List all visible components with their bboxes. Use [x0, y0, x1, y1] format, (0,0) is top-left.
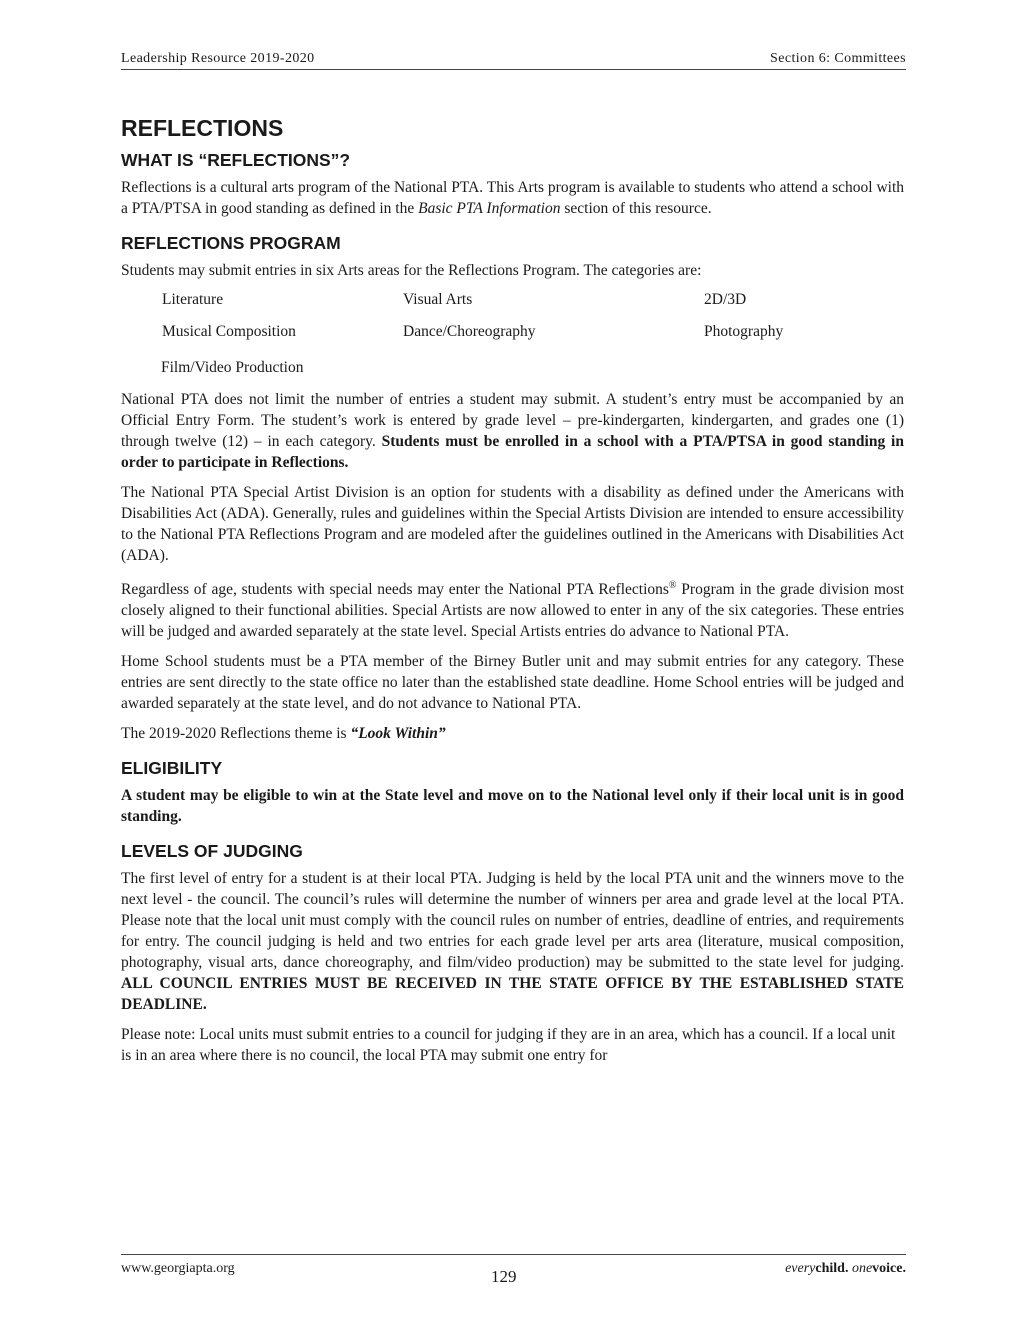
header-left-text: Leadership Resource 2019-2020 [121, 51, 315, 66]
text: National PTA does not limit the number of entries a student may submit. A student’s entry must be accompanied by an Official Entry Form. The student’s work is entered by grade level – pre-kindergarten, kindergarten, and grades one (1) through twelve (12) – in each category. [121, 391, 904, 450]
text: The first level of entry for a student is at their local PTA. Judging is held by the local PTA unit and the winners move to the next level - the council. The council’s rules will determine the number of winners per area and grade level at the local PTA. Please note that the local unit must comply with the council rules on number of entries, deadline of entries, and requirements for entry. The council judging is held and two entries for each grade level per arts area (literature, musical composition, photography, visual arts, dance choreography, and film/video production) may be submitted to the state level for judging. [121, 870, 904, 972]
category-item: Photography [704, 323, 784, 340]
category-item: Dance/Choreography [403, 323, 536, 340]
category-item: Literature [162, 291, 224, 308]
tagline-child: child. [815, 1261, 849, 1276]
text: section of this resource. [560, 200, 712, 217]
category-item: Film/Video Production [161, 359, 304, 376]
paragraph-eligibility: A student may be eligible to win at the State level and move on to the National level only if their local unit is in good standing. [121, 787, 904, 826]
text: Program in the grade division most closely aligned to their functional abilities. Special Artists are now allowed to enter in any of the six categories. These entries will be judged and awarded separately at the state level. Special Artists entries do advance to National PTA. [121, 581, 905, 641]
paragraph-note: Please note: Local units must submit entries to a council for judging if they are in an area, which has a council. If a local unit is in an area where there is no council, the local PTA may submit one entry for [121, 1026, 896, 1065]
category-item: Musical Composition [162, 323, 296, 340]
text-bold: ALL COUNCIL ENTRIES MUST BE RECEIVED IN THE STATE OFFICE BY THE ESTABLISHED STATE DEADLINE. [121, 975, 904, 1014]
tagline-voice: voice. [872, 1261, 906, 1276]
tagline-every: every [785, 1261, 816, 1276]
category-item: Visual Arts [403, 291, 473, 308]
category-list [121, 287, 904, 387]
theme-name: “Look Within” [350, 725, 446, 743]
footer-tagline [785, 1261, 906, 1277]
text-bold: Students must be enrolled in a school with a PTA/PTSA in good standing in order to participate in Reflections. [121, 433, 904, 471]
page-footer [121, 1254, 906, 1286]
page-number: 129 [491, 1267, 517, 1286]
category-item: 2D/3D [704, 291, 747, 308]
paragraph-what-is [121, 177, 904, 219]
registered-mark: ® [668, 580, 677, 591]
paragraph-entries [121, 389, 904, 473]
paragraph-special-needs [121, 575, 904, 642]
paragraph-theme [121, 723, 904, 744]
paragraph-special-artist: The National PTA Special Artist Division is an option for students with a disability as defined under the Americans with Disabilities Act (ADA). Generally, rules and guidelines within the Special Artists Division are intended to ensure accessibility to the National PTA Reflections Program and are modeled after the guidelines outlined in the Americans with Disabilities Act (ADA). [121, 484, 904, 564]
text-italic: Basic PTA Information [418, 200, 561, 217]
page-header [121, 49, 906, 70]
text: Regardless of age, students with special needs may enter the National PTA Reflections [121, 581, 669, 599]
heading-program: REFLECTIONS PROGRAM [121, 233, 341, 253]
text: Reflections is a cultural arts program of the National PTA. This Arts program is available to students who attend a school with a PTA/PTSA in good standing as defined in the [121, 179, 904, 217]
heading-what-is: WHAT IS “REFLECTIONS”? [121, 150, 351, 170]
paragraph-home-school: Home School students must be a PTA member of the Birney Butler unit and may submit entries for any category. These entries are sent directly to the state office no later than the established state deadline. Home School entries will be judged and awarded separately at the state level, and do not advance to National PTA. [121, 653, 904, 713]
heading-eligibility: ELIGIBILITY [121, 758, 223, 779]
page-content [121, 113, 904, 1075]
header-right-text: Section 6: Committees [770, 51, 906, 66]
page-title: REFLECTIONS [121, 115, 284, 141]
footer-url: www.georgiapta.org [121, 1261, 235, 1276]
text: The 2019-2020 Reflections theme is [121, 725, 351, 743]
paragraph-program-intro: Students may submit entries in six Arts areas for the Reflections Program. The categories are: [121, 262, 702, 279]
heading-judging: LEVELS OF JUDGING [121, 841, 303, 862]
paragraph-judging [121, 868, 904, 1015]
tagline-one: one [851, 1261, 873, 1276]
